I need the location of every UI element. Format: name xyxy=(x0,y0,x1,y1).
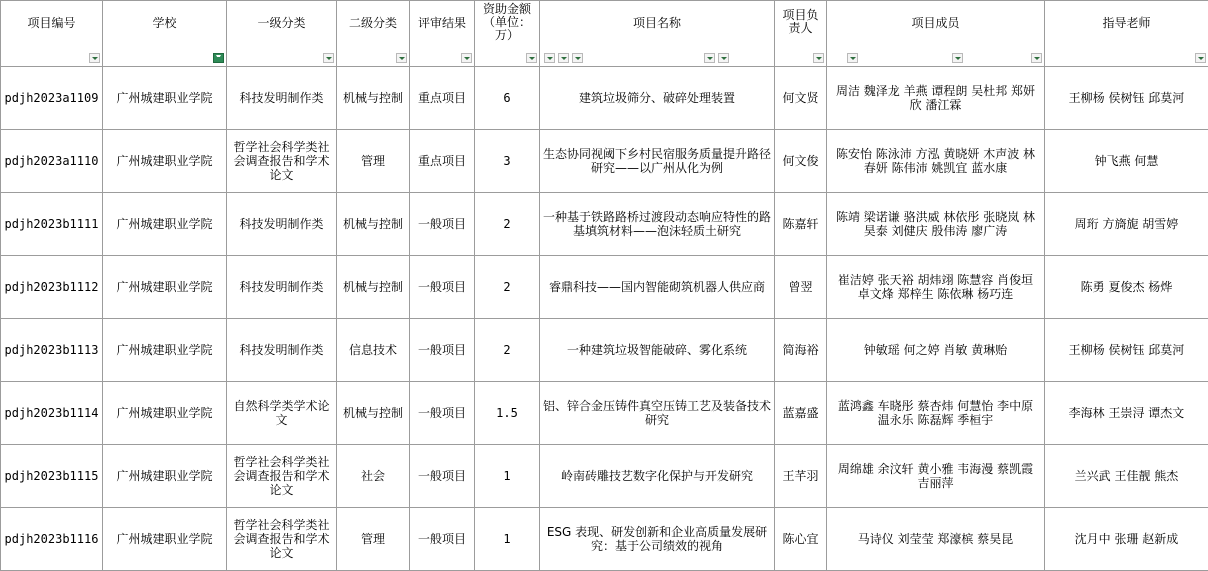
header-cell: 学校 xyxy=(103,1,227,67)
table-cell[interactable]: 信息技术 xyxy=(337,319,410,382)
filter-dropdown-icon[interactable] xyxy=(572,53,583,63)
table-cell[interactable]: 陈安怡 陈泳沛 方泓 黄晓妍 木声波 林春妍 陈伟沛 姚凯宜 蓝水康 xyxy=(827,130,1045,193)
table-cell[interactable]: 何文贤 xyxy=(775,67,827,130)
table-cell[interactable]: 蓝鸿鑫 车晓彤 蔡杏炜 何慧怡 李中原 温永乐 陈磊辉 季桓宇 xyxy=(827,382,1045,445)
table-cell[interactable]: 钟敏瑶 何之婷 肖敏 黄琳贻 xyxy=(827,319,1045,382)
table-cell[interactable]: 重点项目 xyxy=(410,130,475,193)
filter-dropdown-icon[interactable] xyxy=(704,53,715,63)
filter-group xyxy=(847,53,858,63)
header-cell: 资助金额（单位：万） xyxy=(475,1,540,67)
table-cell[interactable]: 1 xyxy=(475,445,540,508)
table-cell[interactable]: 重点项目 xyxy=(410,67,475,130)
table-cell[interactable]: pdjh2023a1109 xyxy=(1,67,103,130)
table-cell[interactable]: pdjh2023b1113 xyxy=(1,319,103,382)
filter-dropdown-icon[interactable] xyxy=(718,53,729,63)
table-cell[interactable]: 建筑垃圾筛分、破碎处理装置 xyxy=(540,67,775,130)
table-cell[interactable]: 管理 xyxy=(337,130,410,193)
table-cell[interactable]: pdjh2023b1112 xyxy=(1,256,103,319)
table-cell[interactable]: 6 xyxy=(475,67,540,130)
table-cell[interactable]: 1 xyxy=(475,508,540,571)
table-cell[interactable]: 广州城建职业学院 xyxy=(103,382,227,445)
table-cell[interactable]: 何文俊 xyxy=(775,130,827,193)
header-cell: 项目成员 xyxy=(827,1,1045,67)
table-row xyxy=(1,382,1208,445)
table-cell[interactable]: pdjh2023b1111 xyxy=(1,193,103,256)
table-cell[interactable]: 曾翌 xyxy=(775,256,827,319)
table-row xyxy=(1,508,1208,571)
table-cell[interactable]: 马诗仪 刘莹莹 郑濠槟 蔡昊昆 xyxy=(827,508,1045,571)
table-cell[interactable]: 铝、锌合金压铸件真空压铸工艺及装备技术研究 xyxy=(540,382,775,445)
table-cell[interactable]: 周珩 方旖旎 胡雪婷 xyxy=(1045,193,1208,256)
table-cell[interactable]: 陈心宜 xyxy=(775,508,827,571)
table-cell[interactable]: 睿鼎科技——国内智能砌筑机器人供应商 xyxy=(540,256,775,319)
table-cell[interactable]: 广州城建职业学院 xyxy=(103,67,227,130)
filter-dropdown-icon[interactable] xyxy=(1195,53,1206,63)
table-cell[interactable]: 一般项目 xyxy=(410,319,475,382)
table-cell[interactable]: pdjh2023b1115 xyxy=(1,445,103,508)
header-cell: 指导老师 xyxy=(1045,1,1208,67)
table-cell[interactable]: 沈月中 张珊 赵新成 xyxy=(1045,508,1208,571)
table-cell[interactable]: 机械与控制 xyxy=(337,67,410,130)
filter-group xyxy=(544,53,583,63)
table-cell[interactable]: 王柳杨 侯树钰 邱莫河 xyxy=(1045,67,1208,130)
header-cell: 项目负责人 xyxy=(775,1,827,67)
table-cell[interactable]: pdjh2023b1114 xyxy=(1,382,103,445)
header-cell: 二级分类 xyxy=(337,1,410,67)
filter-dropdown-icon[interactable] xyxy=(396,53,407,63)
table-row xyxy=(1,256,1208,319)
table-cell[interactable]: 陈嘉轩 xyxy=(775,193,827,256)
table-cell[interactable]: 岭南砖雕技艺数字化保护与开发研究 xyxy=(540,445,775,508)
table-cell[interactable]: 一种基于铁路路桥过渡段动态响应特性的路基填筑材料——泡沫轻质土研究 xyxy=(540,193,775,256)
filter-dropdown-icon[interactable] xyxy=(1031,53,1042,63)
filter-dropdown-icon[interactable] xyxy=(544,53,555,63)
table-cell[interactable]: 2 xyxy=(475,256,540,319)
table-cell[interactable]: 广州城建职业学院 xyxy=(103,445,227,508)
table-cell[interactable]: pdjh2023a1110 xyxy=(1,130,103,193)
table-row xyxy=(1,67,1208,130)
table-cell[interactable]: 一般项目 xyxy=(410,445,475,508)
table-cell[interactable]: 周绵雄 余汶轩 黄小雅 韦海漫 蔡凯霞 吉丽萍 xyxy=(827,445,1045,508)
table-cell[interactable]: 生态协同视阈下乡村民宿服务质量提升路径研究——以广州从化为例 xyxy=(540,130,775,193)
header-cell: 一级分类 xyxy=(227,1,337,67)
header-row xyxy=(1,1,1208,67)
table-cell[interactable]: 3 xyxy=(475,130,540,193)
table-row xyxy=(1,130,1208,193)
table-cell[interactable]: 王柳杨 侯树钰 邱莫河 xyxy=(1045,319,1208,382)
table-cell[interactable]: 一般项目 xyxy=(410,256,475,319)
table-cell[interactable]: 哲学社会科学类社会调查报告和学术论文 xyxy=(227,445,337,508)
table-cell[interactable]: 广州城建职业学院 xyxy=(103,319,227,382)
header-cell: 评审结果 xyxy=(410,1,475,67)
table-cell[interactable]: 一种建筑垃圾智能破碎、雾化系统 xyxy=(540,319,775,382)
table-cell[interactable]: 机械与控制 xyxy=(337,193,410,256)
table-row xyxy=(1,193,1208,256)
table-cell[interactable]: 兰兴武 王佳靓 熊杰 xyxy=(1045,445,1208,508)
table-cell[interactable]: pdjh2023b1116 xyxy=(1,508,103,571)
table-cell[interactable]: 自然科学类学术论文 xyxy=(227,382,337,445)
table-cell[interactable]: 陈勇 夏俊杰 杨烨 xyxy=(1045,256,1208,319)
filter-group xyxy=(952,53,963,63)
table-cell[interactable]: 王芊羽 xyxy=(775,445,827,508)
table-cell[interactable]: 2 xyxy=(475,193,540,256)
table-cell[interactable]: 一般项目 xyxy=(410,193,475,256)
table-cell[interactable]: 机械与控制 xyxy=(337,256,410,319)
table-cell[interactable]: 陈靖 梁诺谦 骆洪威 林依彤 张晓岚 林昊泰 刘健庆 殷伟涛 廖广涛 xyxy=(827,193,1045,256)
table-row xyxy=(1,319,1208,382)
table-cell[interactable]: 蓝嘉盛 xyxy=(775,382,827,445)
filter-dropdown-icon[interactable] xyxy=(813,53,824,63)
table-cell[interactable]: 广州城建职业学院 xyxy=(103,193,227,256)
header-cell: 项目编号 xyxy=(1,1,103,67)
table-cell[interactable]: 李海林 王崇浔 谭杰文 xyxy=(1045,382,1208,445)
table-cell[interactable]: 钟飞燕 何慧 xyxy=(1045,130,1208,193)
filter-dropdown-icon[interactable] xyxy=(461,53,472,63)
filter-dropdown-icon[interactable] xyxy=(847,53,858,63)
filter-dropdown-icon[interactable] xyxy=(323,53,334,63)
table-cell[interactable]: 科技发明制作类 xyxy=(227,319,337,382)
filter-dropdown-icon[interactable] xyxy=(89,53,100,63)
table-cell[interactable]: 简海裕 xyxy=(775,319,827,382)
table-cell[interactable]: 一般项目 xyxy=(410,382,475,445)
table-cell[interactable]: 机械与控制 xyxy=(337,382,410,445)
table-cell[interactable]: 周洁 魏泽龙 羊燕 谭程朗 吴杜邦 郑妍欣 潘江霖 xyxy=(827,67,1045,130)
header-cell: 项目名称 xyxy=(540,1,775,67)
filter-group xyxy=(704,53,729,63)
table-cell[interactable]: 社会 xyxy=(337,445,410,508)
table-cell[interactable]: 科技发明制作类 xyxy=(227,256,337,319)
table-cell[interactable]: 科技发明制作类 xyxy=(227,193,337,256)
table-cell[interactable]: 广州城建职业学院 xyxy=(103,130,227,193)
table-cell[interactable]: 1.5 xyxy=(475,382,540,445)
table-cell[interactable]: 崔洁婷 张天裕 胡炜翊 陈慧容 肖俊垣 卓文烽 郑梓生 陈依琳 杨巧连 xyxy=(827,256,1045,319)
table-cell[interactable]: ESG 表现、研发创新和企业高质量发展研究：基于公司绩效的视角 xyxy=(540,508,775,571)
table-cell[interactable]: 哲学社会科学类社会调查报告和学术论文 xyxy=(227,130,337,193)
table-cell[interactable]: 2 xyxy=(475,319,540,382)
filter-dropdown-icon[interactable] xyxy=(952,53,963,63)
filter-dropdown-icon[interactable] xyxy=(526,53,537,63)
table-cell[interactable]: 一般项目 xyxy=(410,508,475,571)
filter-active-icon[interactable] xyxy=(213,53,224,63)
table-cell[interactable]: 广州城建职业学院 xyxy=(103,256,227,319)
table-cell[interactable]: 管理 xyxy=(337,508,410,571)
filter-dropdown-icon[interactable] xyxy=(558,53,569,63)
table-cell[interactable]: 科技发明制作类 xyxy=(227,67,337,130)
table-cell[interactable]: 广州城建职业学院 xyxy=(103,508,227,571)
table-cell[interactable]: 哲学社会科学类社会调查报告和学术论文 xyxy=(227,508,337,571)
table-row xyxy=(1,445,1208,508)
